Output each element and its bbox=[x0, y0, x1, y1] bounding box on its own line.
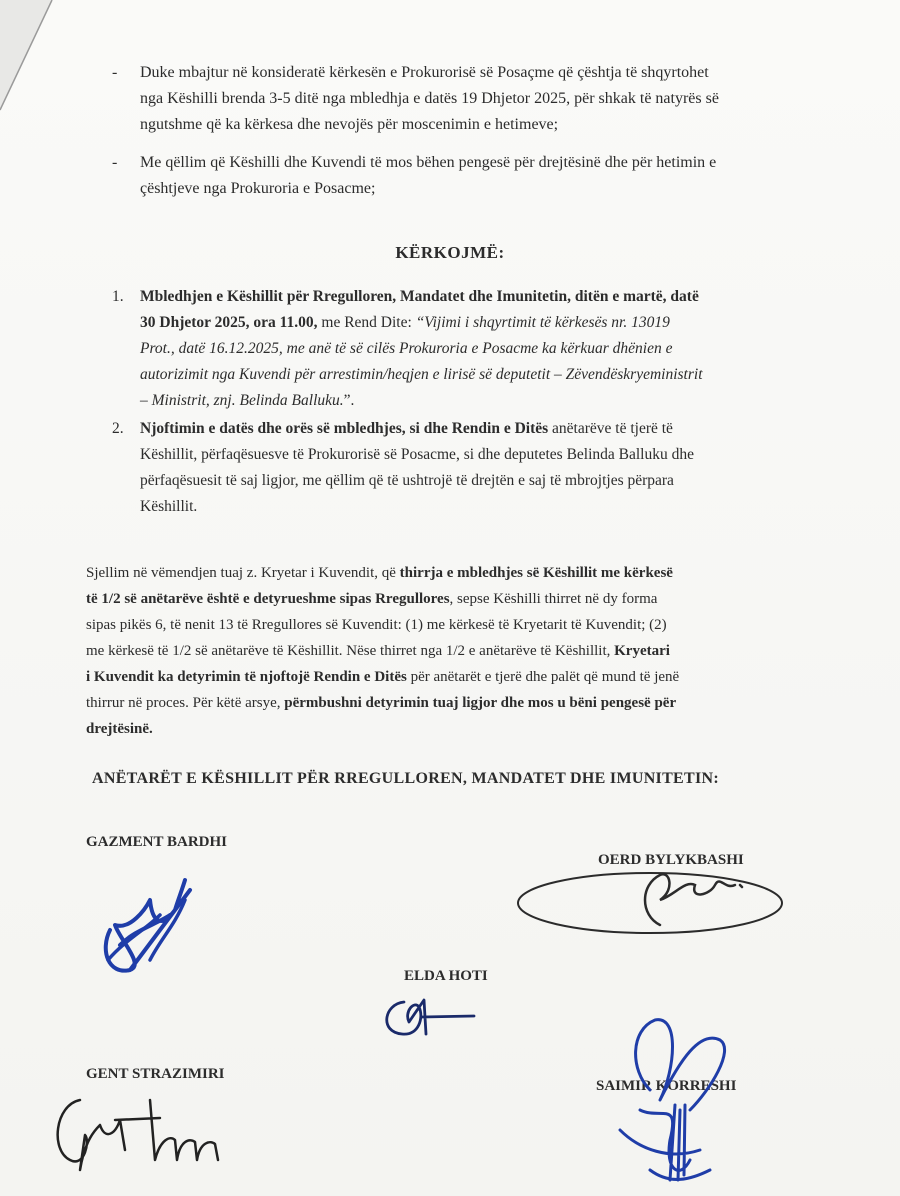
para-line-6-text: thirrur në proces. Për këtë arsye, bbox=[86, 695, 285, 711]
signature-bylykbashi bbox=[510, 855, 790, 945]
item-1-line-1: Mbledhjen e Këshillit për Rregulloren, Mandatet dhe Imunitetin, ditën e martë, datë bbox=[140, 288, 699, 305]
item-1-agenda-text-3: autorizimit nga Kuvendi për arrestimin/heqjen e lirisë së deputetit – Zëvendëskryeministrit bbox=[140, 366, 703, 383]
item-2-bold-text: Njoftimin e datës dhe orës së mbledhjes, si dhe Rendin e Ditës bbox=[140, 420, 549, 437]
item-2-line-4: Këshillit. bbox=[140, 498, 198, 515]
signatory-name-bylykbashi: OERD BYLYKBASHI bbox=[598, 852, 744, 868]
para-line-1-bold: thirrja e mbledhjes së Këshillit me kërkesë bbox=[399, 565, 673, 581]
item-2-line-1-rest: anëtarëve të tjerë të bbox=[548, 420, 673, 437]
item-2-line-2: Këshillit, përfaqësuesve të Prokurorisë së Posacme, si dhe deputetes Belinda Balluku dhe bbox=[140, 446, 694, 463]
item-1-agenda-text-4: – Ministrit, znj. Belinda Balluku. bbox=[140, 392, 344, 409]
members-heading: ANËTARËT E KËSHILLIT PËR RREGULLOREN, MANDATET DHE IMUNITETIN: bbox=[92, 770, 720, 787]
para-line-1-text: Sjellim në vëmendjen tuaj z. Kryetar i Kuvendit, që bbox=[86, 565, 400, 581]
item-2-line-3: përfaqësuesit të saj ligjor, me qëllim që të ushtrojë të drejtën e saj të mbrojtjes përpara bbox=[140, 472, 674, 489]
para-line-2-text: , sepse Këshilli thirret në dy forma bbox=[449, 591, 658, 607]
item-1-agenda-label: me Rend Dite: bbox=[317, 314, 416, 331]
para-line-6-bold: përmbushni detyrimin tuaj ligjor dhe mos u bëni pengesë për bbox=[284, 695, 677, 711]
bullet-2 bbox=[112, 150, 717, 202]
request-heading: KËRKOJMË: bbox=[395, 243, 505, 262]
bullet-2-line-1: Me qëllim që Këshilli dhe Kuvendi të mos bëhen pengesë për drejtësinë dhe për hetimin e bbox=[140, 154, 717, 171]
signature-hoti bbox=[374, 992, 484, 1042]
bullet-marker: - bbox=[112, 64, 118, 81]
item-1-agenda-text-2: Prot., datë 16.12.2025, me anë të së cilës Prokuroria e Posacme ka kërkuar dhënien e bbox=[140, 340, 673, 357]
para-line-7-bold: drejtësinë. bbox=[86, 721, 153, 737]
bullet-2-line-2: çështjeve nga Prokuroria e Posacme; bbox=[140, 180, 376, 197]
bullet-1-line-3: ngutshme që ka kërkesa dhe nevojës për moscenimin e hetimeve; bbox=[140, 116, 559, 133]
item-1-agenda-text-1: “Vijimi i shqyrtimit të kërkesës nr. 13019 bbox=[415, 314, 670, 331]
para-line-5-text: për anëtarët e tjerë dhe palët që mund të jenë bbox=[406, 669, 680, 685]
bullet-1 bbox=[112, 60, 719, 138]
signature-bardhi bbox=[90, 870, 210, 990]
para-line-3: sipas pikës 6, të nenit 13 të Rregullores së Kuvendit: (1) me kërkesë të Kryetarit të Kuvendit; (2) bbox=[86, 617, 667, 633]
request-item-2 bbox=[112, 416, 840, 520]
para-line-4-bold: Kryetari bbox=[614, 643, 670, 659]
bullet-1-line-2: nga Këshilli brenda 3-5 ditë nga mbledhja e datës 19 Dhjetor 2025, për shkak të natyrës së bbox=[140, 90, 719, 107]
para-line-5-bold: i Kuvendit ka detyrimin të njoftojë Rendin e Ditës bbox=[86, 669, 407, 685]
signature-strazimiri bbox=[40, 1080, 240, 1190]
signatory-name-korreshi: SAIMIR KORRESHI bbox=[596, 1078, 737, 1094]
signatory-name-strazimiri: GENT STRAZIMIRI bbox=[86, 1066, 225, 1082]
item-number: 2. bbox=[112, 420, 124, 437]
signatory-name-hoti: ELDA HOTI bbox=[404, 968, 488, 984]
para-line-4-text: me kërkesë të 1/2 së anëtarëve të Këshillit. Nëse thirret nga 1/2 e anëtarëve të Këshillit, bbox=[86, 643, 615, 659]
item-1-closing-quote: ”. bbox=[343, 392, 355, 409]
bullet-marker: - bbox=[112, 154, 118, 171]
para-line-2-bold: të 1/2 së anëtarëve është e detyrueshme sipas Rregullores bbox=[86, 591, 450, 607]
request-item-1 bbox=[112, 284, 840, 414]
page-fold-shadow bbox=[0, 0, 60, 120]
item-1-date-time: 30 Dhjetor 2025, ora 11.00, bbox=[140, 314, 318, 331]
signatory-name-bardhi: GAZMENT BARDHI bbox=[86, 834, 227, 850]
signature-korreshi bbox=[580, 1010, 760, 1196]
item-number: 1. bbox=[112, 288, 124, 305]
notice-paragraph bbox=[86, 560, 842, 742]
bullet-1-line-1: Duke mbajtur në konsideratë kërkesën e Prokurorisë së Posaçme që çështja të shqyrtohet bbox=[140, 64, 709, 81]
